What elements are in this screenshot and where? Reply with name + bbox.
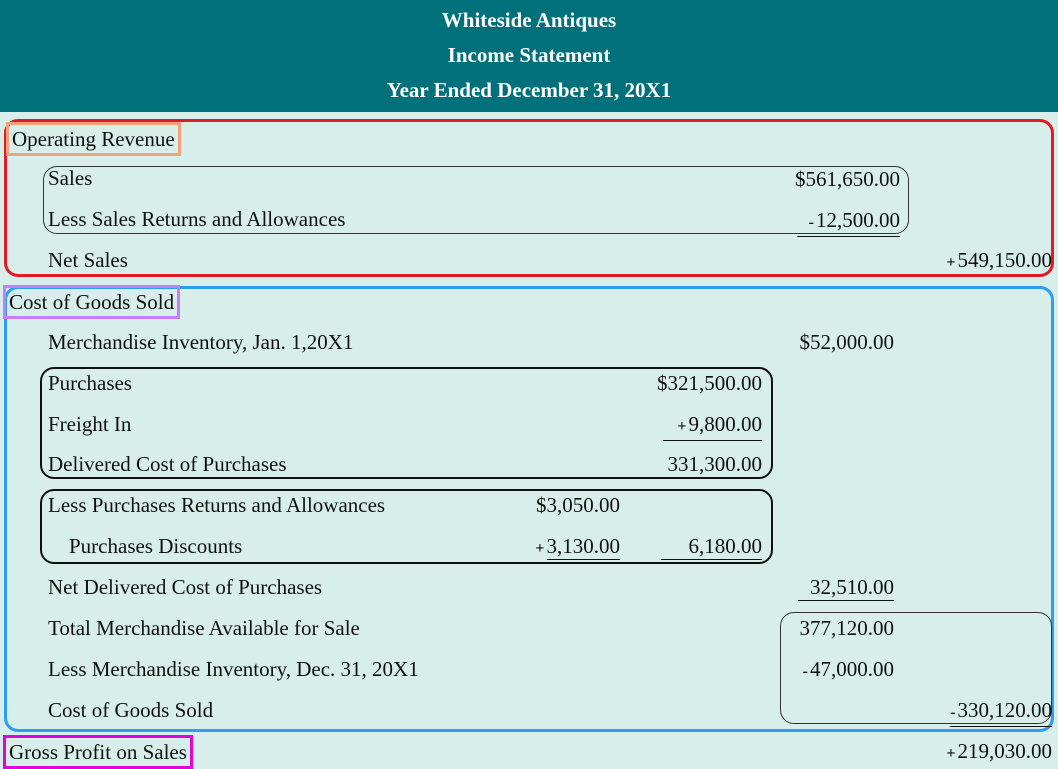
inventory-dec-value: -47,000.00 (802, 657, 894, 681)
delivered-cost-label: Delivered Cost of Purchases (48, 452, 287, 476)
net-sales-value: +549,150.00 (946, 248, 1052, 272)
total-available-label: Total Merchandise Available for Sale (48, 616, 360, 640)
purchases-value: $321,500.00 (657, 371, 762, 395)
plus-sign-icon: + (677, 418, 687, 435)
sales-returns-label: Less Sales Returns and Allowances (48, 207, 346, 231)
cogs-total-label: Cost of Goods Sold (48, 698, 214, 722)
purchase-discounts-value: +3,130.00 (535, 534, 620, 558)
statement-title: Income Statement (447, 43, 611, 67)
sales-label: Sales (48, 166, 93, 190)
plus-sign-icon: + (535, 540, 545, 557)
minus-sign-icon: - (808, 214, 814, 231)
gross-profit-value: +219,030.00 (946, 739, 1052, 763)
plus-sign-icon: + (946, 254, 956, 271)
inventory-jan-label: Merchandise Inventory, Jan. 1,20X1 (48, 330, 354, 354)
minus-sign-icon: - (950, 704, 956, 721)
net-delivered-cost-value: 32,510.00 (798, 575, 894, 601)
freight-in-value: +9,800.00 (663, 412, 762, 441)
purchase-returns-label: Less Purchases Returns and Allowances (48, 493, 386, 517)
statement-period: Year Ended December 31, 20X1 (386, 78, 672, 102)
net-delivered-cost-label: Net Delivered Cost of Purchases (48, 575, 323, 599)
delivered-cost-value: 331,300.00 (667, 452, 762, 476)
freight-in-label: Freight In (48, 412, 132, 436)
sales-returns-value: -12,500.00 (797, 208, 900, 237)
plus-sign-icon: + (946, 745, 956, 762)
cogs-heading: Cost of Goods Sold (3, 285, 180, 319)
purchases-label: Purchases (48, 371, 132, 395)
net-sales-label: Net Sales (48, 248, 128, 272)
purchase-deductions-total: 6,180.00 (661, 534, 763, 560)
inventory-dec-label: Less Merchandise Inventory, Dec. 31, 20X1 (48, 657, 419, 681)
company-name: Whiteside Antiques (441, 8, 617, 32)
gross-profit-heading: Gross Profit on Sales (3, 735, 193, 769)
purchase-returns-value: $3,050.00 (536, 493, 620, 517)
inventory-jan-value: $52,000.00 (799, 330, 894, 354)
cogs-total-value: -330,120.00 (950, 698, 1052, 727)
total-available-value: 377,120.00 (799, 616, 894, 640)
purchase-discounts-label: Purchases Discounts (69, 534, 243, 558)
sales-value: $561,650.00 (795, 167, 900, 191)
minus-sign-icon: - (802, 663, 808, 680)
statement-header (0, 0, 1058, 112)
operating-revenue-heading: Operating Revenue (6, 122, 181, 156)
